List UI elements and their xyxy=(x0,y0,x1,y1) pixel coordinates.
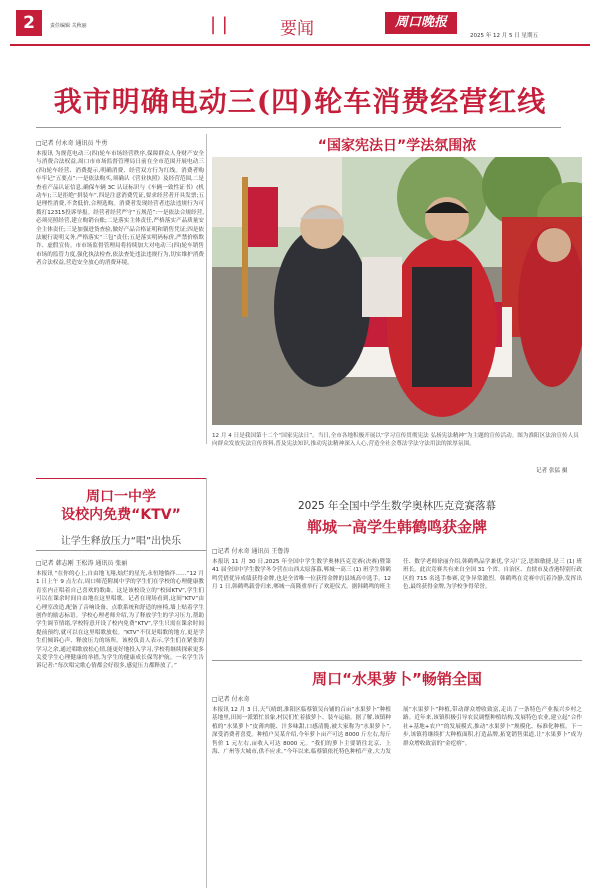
section-name: 要闻 xyxy=(280,19,314,39)
headline-rule xyxy=(36,127,561,128)
ktv-subtitle: 让学生释放压力“唱”出快乐 xyxy=(60,536,182,547)
issue-date: 2025 年 12 月 5 日 星期五 xyxy=(470,33,538,39)
math-title: 郸城一高学生韩鹤鸣获金牌 xyxy=(306,518,487,536)
lead-body: 本报讯 为规范电动三(四)轮车市场经营秩序,保障群众人身财产安全与消费合法权益,周口市市场监督管理局日前在全市范围开展电动三(四)轮车经营、消费提示,明确消费、经营双方行为红线。消费者购车牢记“五要点”:一是依法购买,须确认《营业执照》及经营范围,二是查看产品认证信息,确保车辆 3C 认证标识与《车辆一致性证书》(机动车);三是拒绝“拼装车”,四是注意消费凭证,要求经营者开具发票;五是理性消费,不贪低价,合理选购。消费者发现经营者违法违规行为可拨打12315投诉举报。经营者经营严守“五规范”:一是依法合规经营,必须亮照经营,建立购销台账;二是落实主体责任,严格落实产品质量安全主体责任;三是加强进货查验,做好产品合格证明和销售凭证;四是依法履行说明义务,严格落实“三包”责任;五是落实明码标价,严禁价格欺诈、虚假宣传。市市场监督管理局将持续加大对电动三(四)轮车销售市场的监管力度,强化执法检查,依法查处违法违规行为,切实维护消费者合法权益,营造安全放心的消费环境。 xyxy=(36,151,204,267)
photo-illustration xyxy=(212,157,582,425)
ktv-sub-rule xyxy=(36,550,206,551)
radish-title: 周口“水果萝卜”畅销全国 xyxy=(312,670,482,688)
radish-top-rule xyxy=(212,660,582,661)
photo-story-title: “国家宪法日”学法氛围浓 xyxy=(317,138,477,154)
editor-credit: 责任编辑 关秋丽 xyxy=(50,23,87,29)
ktv-top-rule xyxy=(36,478,206,479)
lead-byline: □记者 付永奇 通讯员 牛勇 xyxy=(36,140,108,147)
math-byline: □记者 付永奇 通讯员 王鲁涛 xyxy=(212,548,290,555)
radish-byline: □记者 付永奇 xyxy=(212,696,250,703)
masthead xyxy=(0,0,600,46)
column-divider-lower xyxy=(206,478,207,888)
math-kicker: 2025 年全国中学生数学奥林匹克竞赛落幕 xyxy=(297,500,497,512)
ktv-byline: □记者 韩志刚 王松涛 通讯员 张丽 xyxy=(36,560,128,567)
constitution-day-photo xyxy=(212,157,582,425)
section-bars: | | xyxy=(210,14,228,35)
math-body: 本报讯 11 月 30 日,2025 年全国中学生数学奥林匹克竞赛(决赛)暨第 41 届全国中学生数学冬令营在山西太原落幕,郸城一高三 (1) 班学生韩鹤鸣凭借优异成绩获得金牌,也是全省唯一位获得金牌的县域高中选手。12 月 1 日,韩鹤鸣载誉归来,郸城一高隆重举行了欢迎仪式。据韩鹤鸣的班主任、数学老师徐丽介绍,韩鹤鸣品学兼优,学习广泛,思维敏捷,是三 (1) 班班长。此次竞赛共有来自全国 31 个省、自治区、直辖市及香港特别行政区的 715 名选手参赛,竞争异常激烈。韩鹤鸣在竞赛中沉着冷静,发挥出色,最终获得金牌,为学校争得荣誉。 xyxy=(212,559,582,591)
photo-caption: 12 月 4 日是我国第十二个“国家宪法日”。当日,全市各地积极开展以“学习宣传贯彻宪法 弘扬宪法精神”为主题的宣传活动。图为淮阳区法治宣传人员向群众发放宪法宣传资料,普及宪法知识,推动宪法精神深入人心,营造全社会尊法学法守法用法的浓厚氛围。 xyxy=(212,433,579,448)
radish-body: 本报讯 12 月 3 日,天气晴朗,淮阳区临蔡镇吴台铺的百亩“水果萝卜”种植基地里,田间一派繁忙景象,村民们忙着拔萝卜、装车运输。据了解,该镇种植的“水果萝卜”皮薄肉脆、汁多味甜,口感清脆,被大家称为“水果萝卜”,深受消费者喜爱。种植户吴某介绍,今年萝卜亩产可达 8000 斤左右,每斤售价 1 元左右,亩收入可达 8000 元。“我们的萝卜主要销往北京、上海、广州等大城市,供不应求。”今年以来,临蔡镇依托特色种植产业,大力发展“水果萝卜”种植,带动群众增收致富,走出了一条特色产业振兴乡村之路。近年来,该镇积极引导农民调整种植结构,发展特色农业,建立起“合作社+基地+农户”的发展模式,推动“水果萝卜”规模化、标准化种植。下一步,该镇将继续扩大种植面积,打造品牌,拓宽销售渠道,让“水果萝卜”成为群众增收致富的“金疙瘩”。 xyxy=(212,707,582,756)
column-divider xyxy=(206,134,207,444)
ktv-title: 周口一中学 设校内免费“KTV” xyxy=(61,489,181,523)
ktv-body: 本报讯 “在你的心上,自由地飞翔,灿烂的星光,永恒地徜徉……”12 月 1 日上午 9 点左右,周口师范附属中学的学生们在学校的心理健康教育室内正唱着自己喜欢的歌曲。这是该校设立的“校园KTV”,学生们可以在课余时间自由地在这里唱歌。记者在现场看到,这间“KTV”由心理室改造,配备了音响设备、点歌系统和舒适的座椅,墙上贴着学生创作的励志标语。学校心理老师介绍,为了释放学生的学习压力,帮助学生调节情绪,学校特意开设了校内免费“KTV”,学生只需在课余时间提前预约,就可以在这里唱歌放松。“KTV”不仅是唱歌的地方,更是学生们倾诉心声、释放压力的场所。该校负责人表示,学生们在紧张的学习之余,通过唱歌放松心情,能更好地投入学习,学校将继续探索更多关爱学生心理健康的举措,为学生的健康成长保驾护航。一名学生告诉记者:“每次唱完歌心情都会好很多,感觉压力都释放了。” xyxy=(36,571,204,670)
lead-headline: 我市明确电动三(四)轮车消费经营红线 xyxy=(53,85,547,118)
photo-credit: 记者 张猛 摄 xyxy=(536,468,568,474)
newspaper-logo: 周口晚报 xyxy=(385,12,457,34)
masthead-rule xyxy=(10,44,590,46)
page-number: 2 xyxy=(16,10,42,36)
